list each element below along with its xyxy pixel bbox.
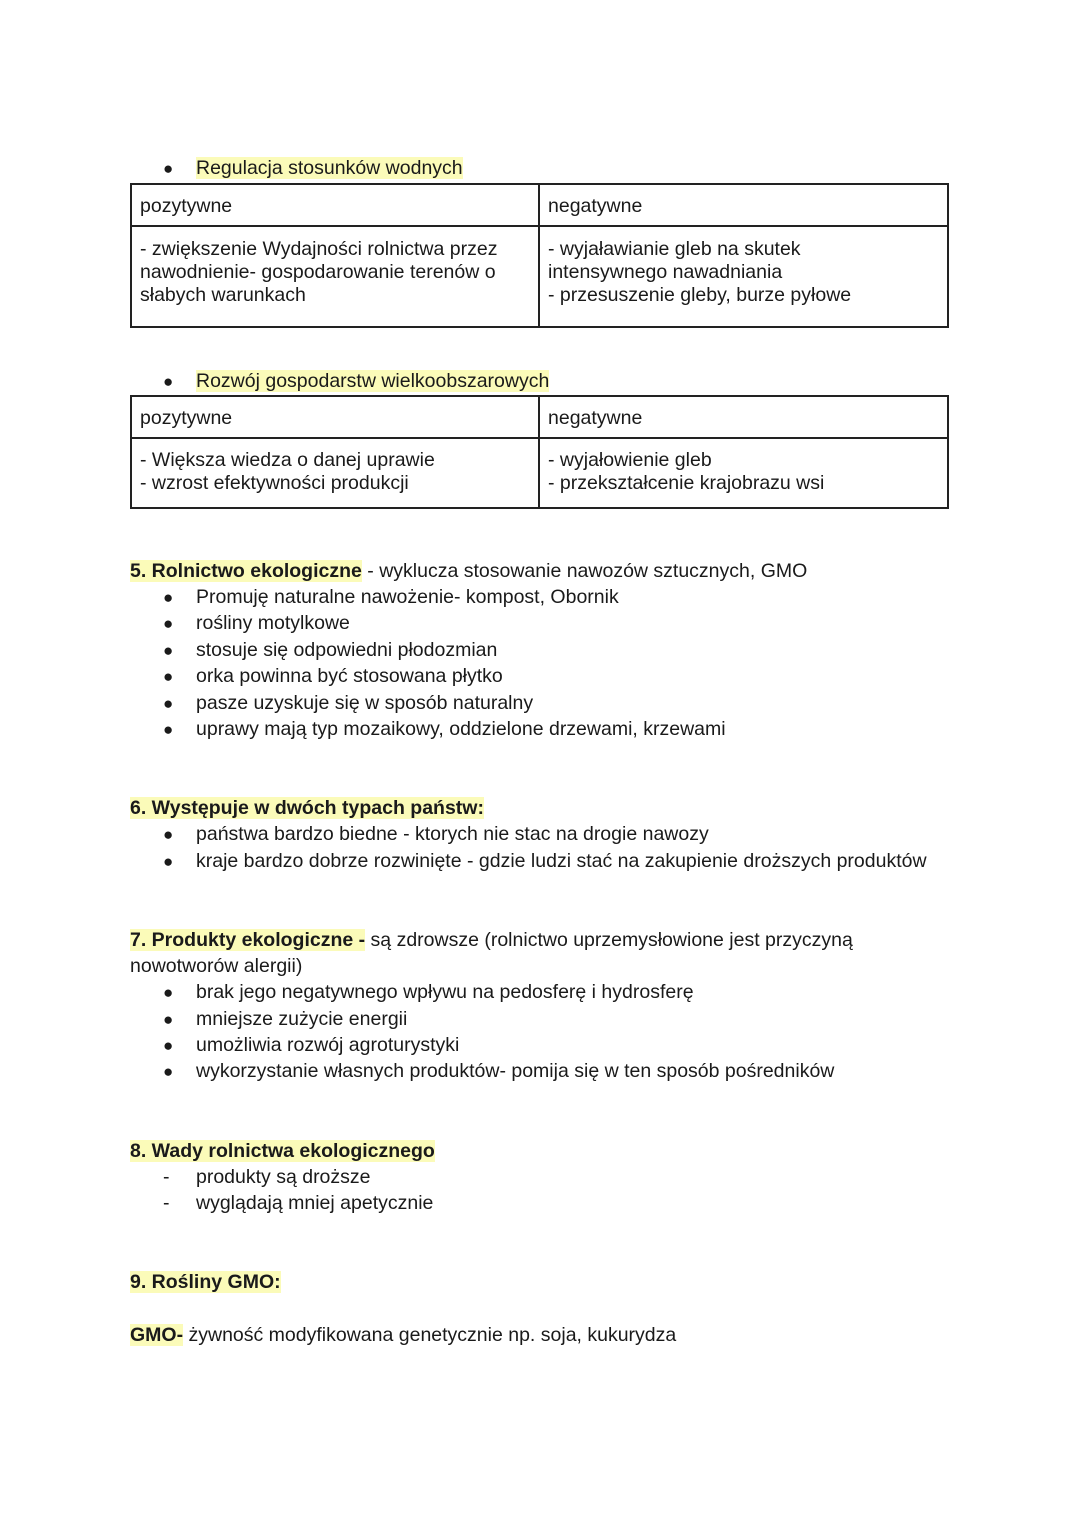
regulacja-col-neg: negatywne (539, 184, 948, 226)
rozwoj-pos-cell (131, 438, 539, 508)
cell-line: - wyjałowienie gleb (548, 449, 712, 471)
cell-line: - przekształcenie krajobrazu wsi (548, 472, 825, 494)
cell-line: słabych warunkach (140, 284, 306, 306)
rozwoj-title: ● Rozwój gospodarstw wielkoobszarowych (163, 368, 549, 394)
list-item: ● brak jego negatywnego wpływu na pedosferę i hydrosferę (163, 979, 694, 1005)
cell-line: - Większa wiedza o danej uprawie (140, 449, 435, 471)
regulacja-table (130, 183, 949, 328)
list-item: - produkty są droższe (163, 1166, 371, 1188)
rozwoj-table (130, 395, 949, 509)
section-7-heading: 7. Produkty ekologiczne - są zdrowsze (rolnictwo uprzemysłowione jest przyczyną (130, 929, 853, 951)
regulacja-title: ● Regulacja stosunków wodnych (163, 155, 463, 181)
section-6-heading: 6. Występuje w dwóch typach państw: (130, 797, 484, 819)
rozwoj-col-pos: pozytywne (131, 396, 539, 438)
cell-line: - zwiększenie Wydajności rolnictwa przez (140, 238, 498, 260)
regulacja-col-pos: pozytywne (131, 184, 539, 226)
list-item: ● wykorzystanie własnych produktów- pomija się w ten sposób pośredników (163, 1058, 834, 1084)
dash-marker: - (163, 1166, 170, 1188)
rozwoj-neg-cell (539, 438, 948, 508)
list-item: ● uprawy mają typ mozaikowy, oddzielone drzewami, krzewami (163, 716, 726, 742)
bullet-icon: ● (163, 720, 174, 739)
bullet-icon: ● (163, 641, 174, 660)
list-item: - wyglądają mniej apetycznie (163, 1192, 434, 1214)
dash-marker: - (163, 1192, 170, 1214)
section-9-heading: 9. Rośliny GMO: (130, 1271, 281, 1293)
bullet-icon: ● (163, 852, 174, 871)
list-item: ● stosuje się odpowiedni płodozmian (163, 637, 497, 663)
cell-line: - przesuszenie gleby, burze pyłowe (548, 284, 852, 306)
list-item: ● rośliny motylkowe (163, 610, 350, 636)
list-item: ● pasze uzyskuje się w sposób naturalny (163, 690, 533, 716)
section-8-heading: 8. Wady rolnictwa ekologicznego (130, 1140, 435, 1162)
bullet-icon: ● (163, 1010, 174, 1029)
list-item: ● państwa bardzo biedne - ktorych nie stac na drogie nawozy (163, 821, 709, 847)
bullet-icon: ● (163, 667, 174, 686)
list-item: ● orka powinna być stosowana płytko (163, 663, 503, 689)
gmo-definition: GMO- żywność modyfikowana genetycznie np. soja, kukurydza (130, 1324, 677, 1346)
bullet-icon: ● (163, 1036, 174, 1055)
bullet-icon: ● (163, 983, 174, 1002)
cell-line: intensywnego nawadniania (548, 261, 783, 283)
bullet-icon: ● (163, 825, 174, 844)
bullet-icon: ● (163, 614, 174, 633)
cell-line: - wzrost efektywności produkcji (140, 472, 409, 494)
list-item: ● Promuję naturalne nawożenie- kompost, Obornik (163, 584, 619, 610)
list-item: ● mniejsze zużycie energii (163, 1006, 407, 1032)
regulacja-neg-cell (539, 226, 948, 327)
rozwoj-col-neg: negatywne (539, 396, 948, 438)
cell-line: - wyjaławianie gleb na skutek (548, 238, 801, 260)
bullet-icon: ● (163, 372, 174, 391)
regulacja-pos-cell (131, 226, 539, 327)
cell-line: nawodnienie- gospodarowanie terenów o (140, 261, 496, 283)
bullet-icon: ● (163, 159, 174, 178)
bullet-icon: ● (163, 694, 174, 713)
list-item: ● kraje bardzo dobrze rozwinięte - gdzie ludzi stać na zakupienie droższych produktów (163, 848, 927, 874)
list-item: ● umożliwia rozwój agroturystyki (163, 1032, 459, 1058)
bullet-icon: ● (163, 1062, 174, 1081)
section-7-continuation: nowotworów alergii) (130, 955, 303, 977)
section-5-heading: 5. Rolnictwo ekologiczne - wyklucza stosowanie nawozów sztucznych, GMO (130, 560, 808, 582)
bullet-icon: ● (163, 588, 174, 607)
